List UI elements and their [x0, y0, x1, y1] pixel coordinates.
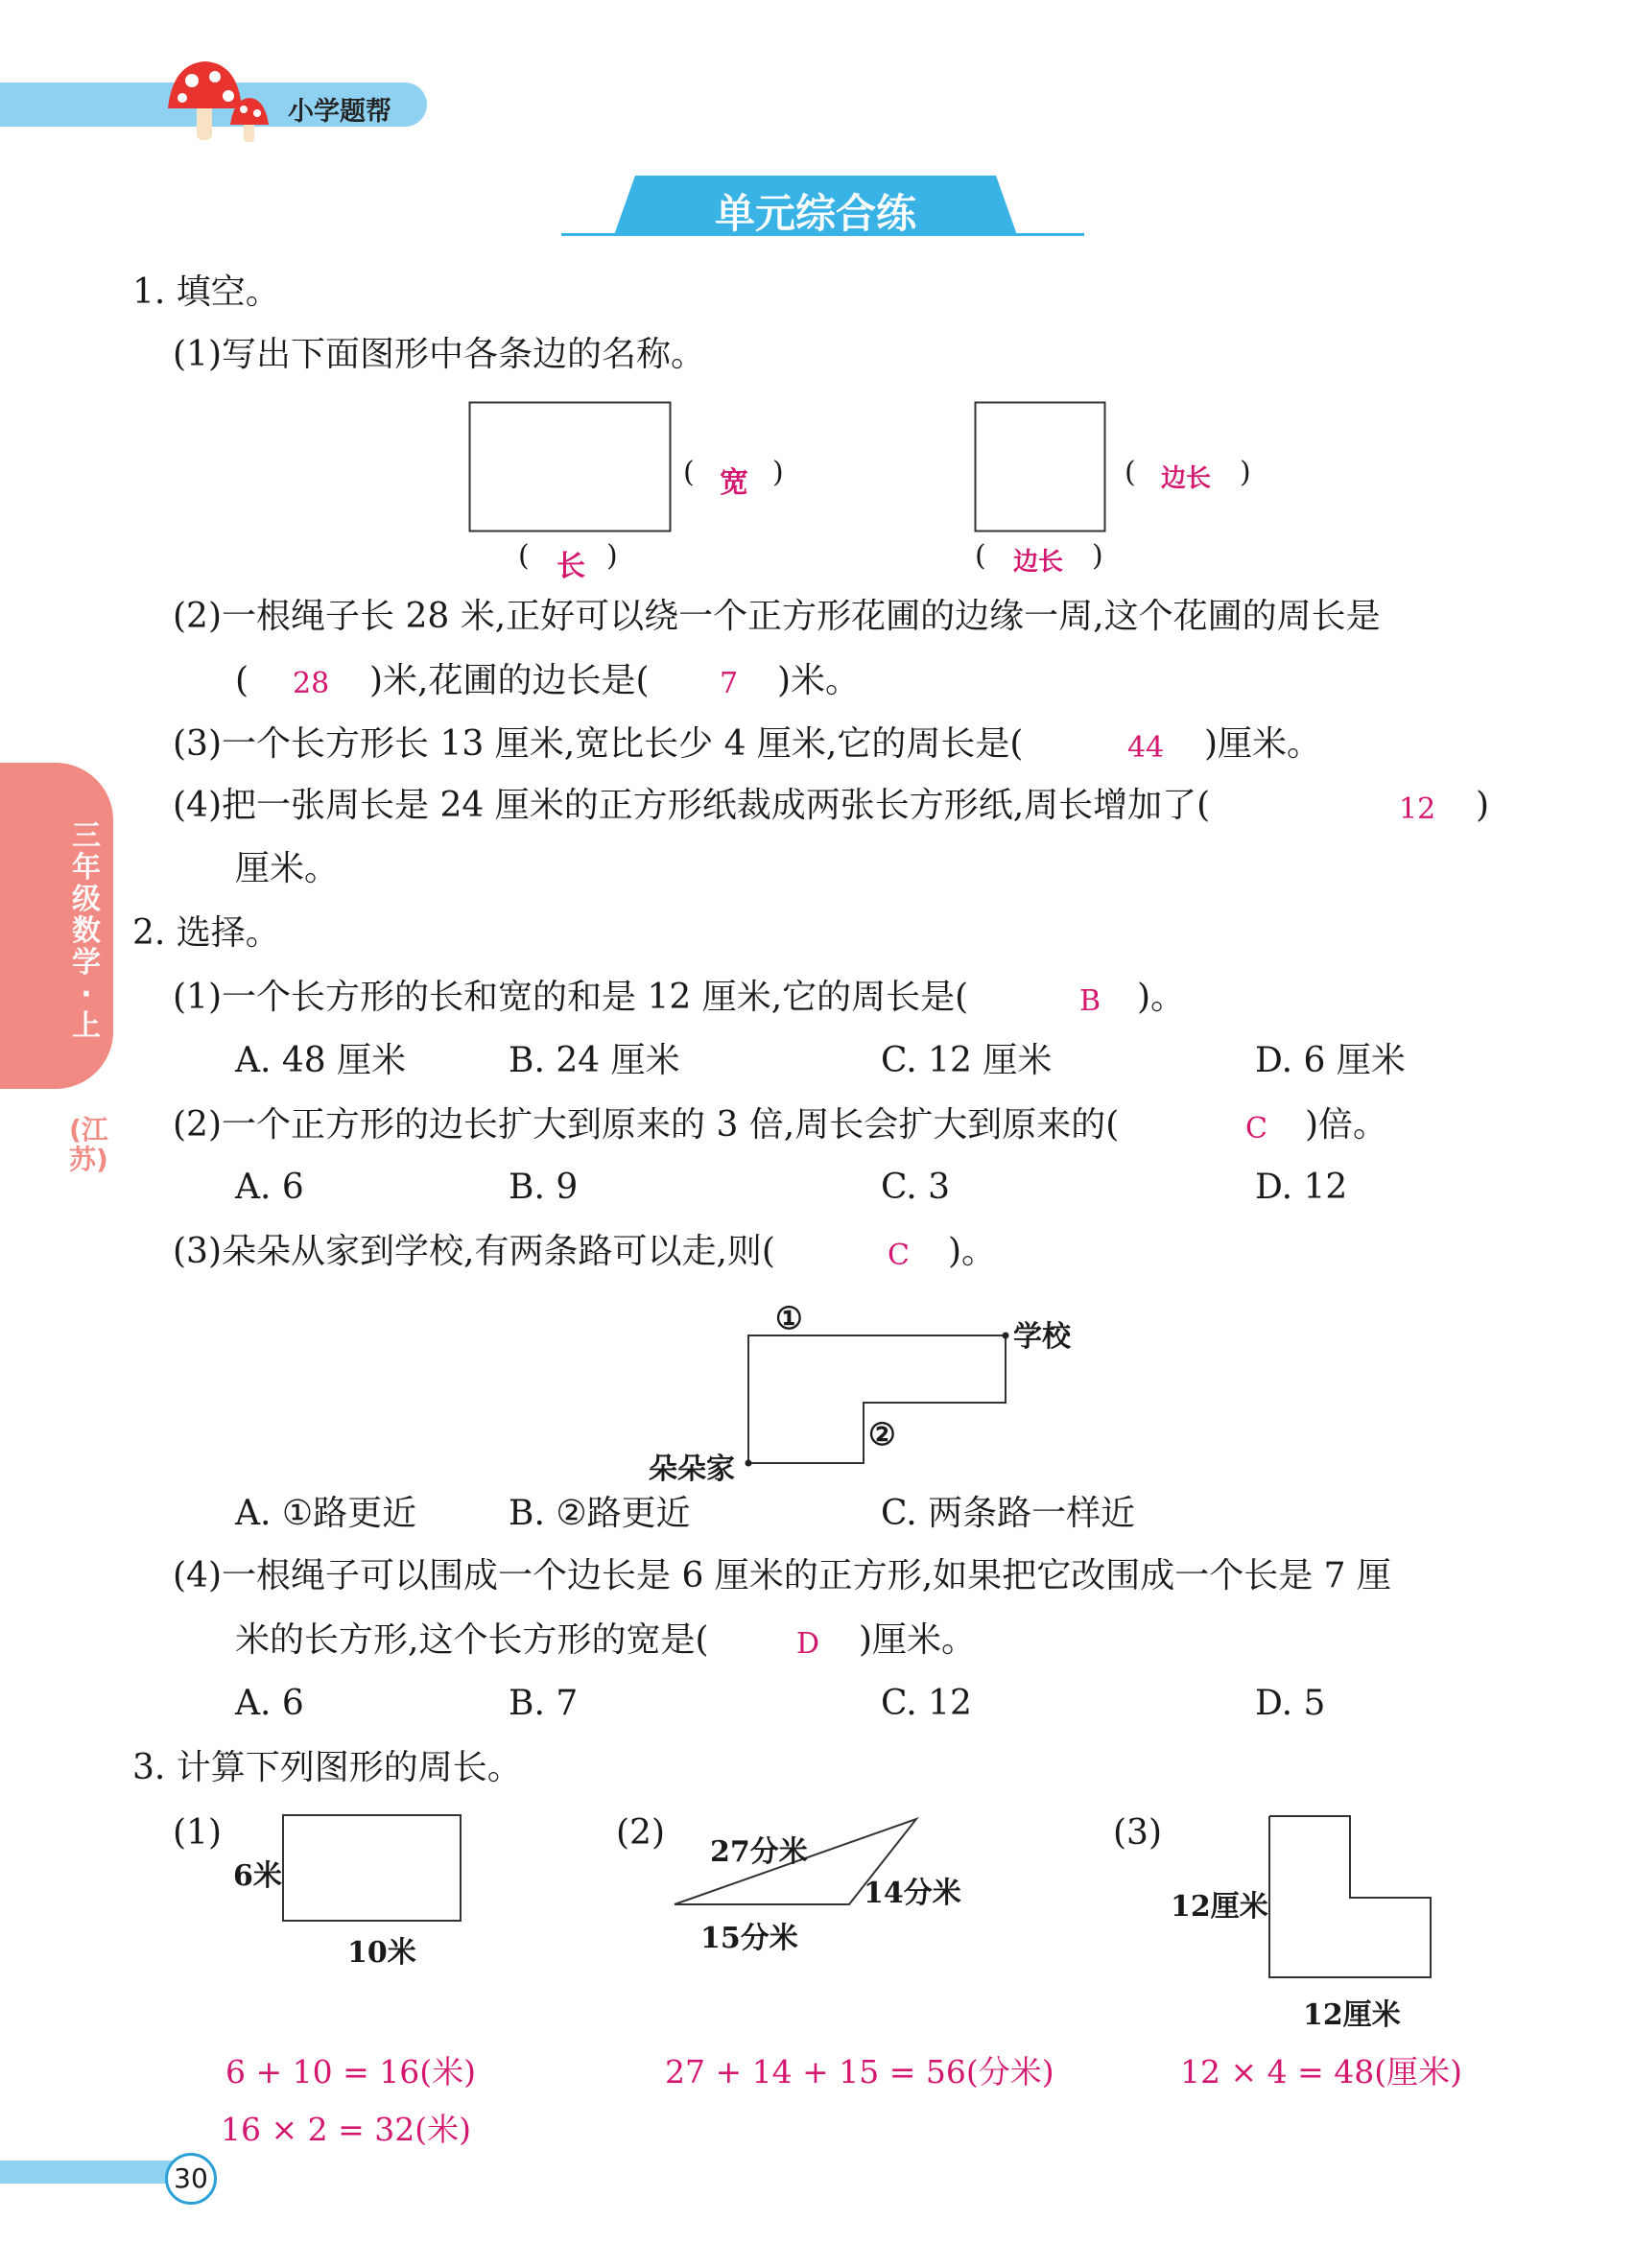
- side-tab-region: (江苏): [69, 1114, 108, 1175]
- q1-2-line1: (2)一根绳子长 28 米,正好可以绕一个正方形花圃的边缘一周,这个花圃的周长是: [173, 597, 1381, 636]
- q2-1-option-a: A. 48 厘米: [235, 1041, 407, 1080]
- answer-rect-length: 长: [557, 550, 585, 583]
- q2-4-option-d: D. 5: [1255, 1684, 1326, 1723]
- q1-3-seg-b: )厘米。: [1204, 724, 1322, 764]
- q1-4-seg-b: ): [1476, 786, 1490, 825]
- q2-3-option-a: A. ①路更近: [235, 1494, 417, 1533]
- q3-fig2-label: (2): [616, 1813, 665, 1853]
- q3-fig1-label: (1): [173, 1813, 222, 1853]
- q1-2-seg-b: )米,花圃的边长是(: [369, 661, 650, 700]
- answer-q2-3: C: [888, 1239, 910, 1272]
- rectangle-figure: [468, 401, 675, 535]
- answer-square-bottom: 边长: [1013, 548, 1064, 577]
- q3-fig3-side: 12厘米: [1171, 1890, 1268, 1924]
- q3-fig2-right: 14分米: [864, 1877, 961, 1910]
- paren-open: (: [975, 539, 986, 573]
- q3-l-shape-figure: [1267, 1813, 1434, 1981]
- q2-2-seg-b: )倍。: [1305, 1105, 1388, 1145]
- answer-rect-width: 宽: [720, 466, 748, 500]
- q2-2-option-c: C. 3: [881, 1168, 951, 1207]
- q1-4-line2: 厘米。: [235, 849, 340, 888]
- q1-1-text: (1)写出下面图形中各条边的名称。: [173, 335, 705, 374]
- paren-close: ): [1092, 539, 1103, 573]
- q3-fig1-answer-2: 16 × 2 = 32(米): [221, 2111, 471, 2148]
- route-1-label: ①: [775, 1300, 803, 1336]
- q3-fig1-answer-1: 6 + 10 = 16(米): [225, 2053, 476, 2091]
- home-label: 朵朵家: [649, 1453, 735, 1486]
- answer-q2-4: D: [796, 1627, 820, 1661]
- q2-3-option-b: B. ②路更近: [509, 1494, 691, 1533]
- paren-open: (: [518, 539, 530, 573]
- q3-fig2-answer: 27 + 14 + 15 = 56(分米): [665, 2053, 1054, 2091]
- answer-perimeter: 28: [293, 667, 330, 700]
- q2-1-option-c: C. 12 厘米: [881, 1041, 1053, 1080]
- answer-q1-3: 44: [1127, 731, 1165, 765]
- q3-fig3-label: (3): [1113, 1813, 1162, 1853]
- q2-4-option-c: C. 12: [881, 1684, 972, 1723]
- route-2-label: ②: [868, 1416, 896, 1453]
- q2-1-option-b: B. 24 厘米: [509, 1041, 680, 1080]
- q2-4-option-b: B. 7: [509, 1684, 579, 1723]
- q2-4-seg-b: )厘米。: [859, 1620, 977, 1660]
- answer-q1-4: 12: [1399, 792, 1436, 826]
- q3-fig2-top: 27分米: [710, 1835, 808, 1869]
- paren-open: (: [1125, 456, 1136, 489]
- page-number: 30: [165, 2153, 217, 2205]
- q1-4-seg-a: (4)把一张周长是 24 厘米的正方形纸裁成两张长方形纸,周长增加了(: [173, 786, 1211, 825]
- q3-fig3-answer: 12 × 4 = 48(厘米): [1180, 2053, 1462, 2091]
- q2-2-option-b: B. 9: [509, 1168, 579, 1207]
- answer-q2-2: C: [1245, 1112, 1267, 1146]
- answer-square-right: 边长: [1161, 464, 1212, 493]
- brand-name: 小学题帮: [288, 97, 391, 127]
- paren-close: ): [1240, 456, 1251, 489]
- square-figure: [974, 401, 1108, 535]
- q2-3-option-c: C. 两条路一样近: [881, 1494, 1136, 1533]
- school-label: 学校: [1013, 1320, 1071, 1354]
- answer-side: 7: [720, 667, 739, 700]
- q2-3-seg-a: (3)朵朵从家到学校,有两条路可以走,则(: [173, 1232, 775, 1271]
- q2-4-line1: (4)一根绳子可以围成一个边长是 6 厘米的正方形,如果把它改围成一个长是 7 厘: [173, 1556, 1392, 1595]
- paren-close: ): [772, 456, 784, 489]
- q1-heading: 1. 填空。: [132, 272, 280, 312]
- q3-fig2-bottom: 15分米: [700, 1922, 798, 1955]
- q1-2-seg-c: )米。: [777, 661, 861, 700]
- footer-bar: [0, 2161, 187, 2184]
- q2-2-option-a: A. 6: [235, 1168, 304, 1207]
- q2-3-seg-b: )。: [948, 1232, 997, 1271]
- paren-close: ): [606, 539, 618, 573]
- q2-2-option-d: D. 12: [1255, 1168, 1348, 1207]
- q2-4-option-a: A. 6: [235, 1684, 304, 1723]
- q1-3-seg-a: (3)一个长方形长 13 厘米,宽比长少 4 厘米,它的周长是(: [173, 724, 1024, 764]
- q2-1-seg-a: (1)一个长方形的长和宽的和是 12 厘米,它的周长是(: [173, 978, 969, 1017]
- q2-4-seg-a: 米的长方形,这个长方形的宽是(: [235, 1620, 709, 1660]
- q2-1-option-d: D. 6 厘米: [1255, 1041, 1406, 1080]
- answer-q2-1: B: [1079, 984, 1101, 1018]
- q3-heading: 3. 计算下列图形的周长。: [132, 1748, 522, 1787]
- side-tab-grade: 三年级数学·上: [72, 819, 101, 1043]
- q2-heading: 2. 选择。: [132, 913, 280, 953]
- q3-fig1-bottom: 10米: [347, 1936, 416, 1970]
- q1-2-seg-a: (: [235, 661, 249, 700]
- q3-rectangle-figure: [281, 1813, 463, 1925]
- mushroom-logo-icon: [163, 56, 288, 148]
- q2-2-seg-a: (2)一个正方形的边长扩大到原来的 3 倍,周长会扩大到原来的(: [173, 1105, 1120, 1145]
- q3-fig3-bottom: 12厘米: [1303, 1998, 1401, 2032]
- page-title: 单元综合练: [714, 190, 916, 237]
- q3-fig1-side: 6米: [233, 1859, 282, 1893]
- q2-1-seg-b: )。: [1137, 978, 1186, 1017]
- paren-open: (: [683, 456, 695, 489]
